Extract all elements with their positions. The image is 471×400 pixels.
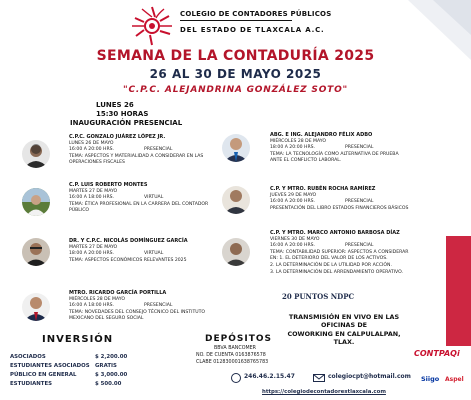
account-number: NO. DE CUENTA 0163876578 bbox=[196, 353, 266, 358]
speaker-name: C.P. Y MTRO. RUBÉN ROCHA RAMÍREZ bbox=[270, 186, 376, 192]
talk-date: MARTES 27 DE MAYO bbox=[69, 188, 118, 194]
talk-topic: PÚBLICO bbox=[69, 208, 90, 214]
talk-date: LUNES 26 DE MAYO bbox=[69, 140, 114, 146]
speaker-photo bbox=[222, 134, 250, 162]
talk-item bbox=[69, 134, 203, 167]
broadcast-note: TRANSMISIÓN EN VIVO EN LAS OFICINAS DE COWORKING EN CALPULALPAN, TLAX. bbox=[287, 313, 401, 347]
bank-name: BBVA BANCOMER bbox=[214, 346, 257, 351]
talk-time: 18:00 A 20:00 HRS. bbox=[270, 145, 316, 151]
speaker-photo bbox=[22, 140, 50, 168]
speaker-name: C.P.C. GONZALO JUÁREZ LÓPEZ JR. bbox=[69, 134, 166, 140]
person-icon bbox=[22, 293, 50, 321]
price-row: ESTUDIANTES $ 500.00 bbox=[10, 381, 122, 387]
talk-time: 16:00 A 18:00 HRS. bbox=[69, 303, 115, 309]
price-row: ASOCIADOS $ 2,200.00 bbox=[10, 354, 128, 360]
person-icon bbox=[22, 140, 50, 168]
honoree-name: "C.P.C. ALEJANDRINA GONZÁLEZ SOTO" bbox=[122, 85, 349, 95]
opening-day: LUNES 26 bbox=[96, 101, 134, 109]
talk-topic: TEMA: LA TECNOLOGÍA COMO ALTERNATIVA DE PRUEBA bbox=[270, 151, 399, 157]
divider bbox=[180, 20, 292, 21]
price-row: ESTUDIANTES ASOCIADOS GRATIS bbox=[10, 363, 117, 369]
talk-mode: PRESENCIAL bbox=[345, 243, 374, 249]
talk-time: 16:00 A 20:00 HRS. bbox=[270, 199, 316, 205]
talk-item bbox=[69, 238, 188, 264]
talk-mode: PRESENCIAL bbox=[144, 303, 173, 309]
talk-topic: TEMA: CONTABILIDAD SUPERIOR: ASPECTOS A CONSIDERAR bbox=[270, 249, 409, 255]
phone-icon bbox=[231, 373, 241, 383]
talk-date: MARTES 27 DE MAYO bbox=[69, 244, 118, 250]
org-name-line1: COLEGIO DE CONTADORES PÚBLICOS bbox=[180, 10, 332, 18]
talk-item bbox=[270, 230, 408, 276]
speaker-name: MTRO. RICARDO GARCÍA PORTILLA bbox=[69, 290, 167, 296]
talk-date: MIÉRCOLES 28 DE MAYO bbox=[270, 138, 326, 144]
talk-topic: 3. LA DETERMINACIÓN DEL ARRENDAMIENTO OPERATIVO. bbox=[270, 269, 403, 275]
opening-label: INAUGURACIÓN PRESENCIAL bbox=[70, 119, 183, 127]
person-icon bbox=[222, 186, 250, 214]
talk-topic: PRESENTACIÓN DEL LIBRO ESTADOS FINANCIEROS BÁSICOS bbox=[270, 205, 409, 211]
talk-time: 18:00 A 20:00 HRS. bbox=[69, 251, 115, 257]
website-link[interactable]: https://colegiodecontadorestlaxcala.com bbox=[262, 389, 386, 395]
points-label: 20 PUNTOS NDPC bbox=[282, 292, 355, 301]
talk-date: VIERNES 30 DE MAYO bbox=[270, 236, 320, 242]
talk-time: 16:00 A 18:00 HRS. bbox=[69, 195, 115, 201]
talk-topic: TEMA: ASPECTOS ECONÓMICOS RELEVANTES 2025 bbox=[69, 257, 187, 263]
speaker-photo bbox=[222, 238, 250, 266]
speaker-name: C.P. Y MTRO. MARCO ANTONIO BARBOSA DÍAZ bbox=[270, 230, 400, 236]
phone-number[interactable]: 246.46.2.15.47 bbox=[244, 373, 295, 380]
talk-mode: PRESENCIAL bbox=[144, 147, 173, 153]
talk-mode: VIRTUAL bbox=[144, 195, 164, 201]
mail-icon bbox=[313, 374, 325, 382]
speaker-photo bbox=[22, 238, 50, 266]
speaker-photo bbox=[22, 293, 50, 321]
org-name-line2: DEL ESTADO DE TLAXCALA A.C. bbox=[180, 26, 325, 34]
talk-topic: 2. LA DETERMINACIÓN DE LA UTILIDAD POR ACCIÓN. bbox=[270, 262, 392, 268]
talk-mode: VIRTUAL bbox=[144, 251, 164, 257]
talk-topic: EN: 1. EL DETERIORO DEL VALOR DE LOS ACTIVOS. bbox=[270, 256, 388, 262]
sponsor-logo: Aspel bbox=[445, 376, 464, 383]
talk-date: JUEVES 29 DE MAYO bbox=[270, 192, 317, 198]
person-icon bbox=[222, 238, 250, 266]
talk-item bbox=[270, 186, 408, 212]
clabe-number: CLABE 012830001638765783 bbox=[196, 360, 269, 365]
talk-topic: TEMA: ÉTICA PROFESIONAL EN LA CARRERA DEL CONTADOR bbox=[69, 201, 209, 207]
deposits-title: DEPÓSITOS bbox=[205, 334, 272, 344]
talk-item bbox=[69, 182, 208, 215]
talk-date: MIÉRCOLES 28 DE MAYO bbox=[69, 296, 125, 302]
investment-title: INVERSIÓN bbox=[42, 334, 114, 345]
event-dates: 26 AL 30 DE MAYO 2025 bbox=[149, 67, 322, 81]
talk-mode: PRESENCIAL bbox=[345, 145, 374, 151]
person-icon bbox=[22, 238, 50, 266]
speaker-photo bbox=[222, 186, 250, 214]
speaker-photo bbox=[22, 188, 50, 216]
person-icon bbox=[222, 134, 250, 162]
person-icon bbox=[22, 188, 50, 216]
event-title: SEMANA DE LA CONTADURÍA 2025 bbox=[96, 48, 375, 64]
talk-mode: PRESENCIAL bbox=[345, 199, 374, 205]
speaker-name: ABG. E ING. ALEJANDRO FÉLIX ADBO bbox=[270, 132, 373, 138]
talk-item bbox=[270, 132, 399, 165]
talk-topic: OPERACIONES FISCALES bbox=[69, 160, 125, 166]
talk-time: 16:00 A 20:00 HRS. bbox=[270, 243, 316, 249]
talk-item bbox=[69, 290, 205, 323]
talk-topic: MEXICANO DEL SEGURO SOCIAL bbox=[69, 316, 144, 322]
sponsor-logo: Siigo bbox=[421, 375, 440, 383]
speaker-name: DR. Y C.P.C. NICOLÁS DOMÍNGUEZ GARCÍA bbox=[69, 238, 188, 244]
email-link[interactable]: colegiocpt@hotmail.com bbox=[328, 373, 411, 380]
talk-topic: ANTE EL CONFLICTO LABORAL. bbox=[270, 158, 342, 164]
talk-topic: TEMA: NOVEDADES DEL CONSEJO TÉCNICO DEL INSTITUTO bbox=[69, 309, 206, 315]
sponsor-logo: CONTPAQi bbox=[414, 349, 460, 358]
college-logo bbox=[130, 4, 174, 48]
price-row: PÚBLICO EN GENERAL $ 3,000.00 bbox=[10, 372, 128, 378]
talk-time: 16:00 A 20:00 HRS. bbox=[69, 147, 115, 153]
side-decoration bbox=[440, 236, 471, 346]
speaker-name: C.P. LUIS ROBERTO MONTES bbox=[69, 182, 148, 188]
talk-topic: TEMA: ASPECTOS Y MATERIALIDAD A CONSIDERAR EN LAS bbox=[69, 153, 204, 159]
opening-time: 15:30 HORAS bbox=[96, 110, 149, 118]
